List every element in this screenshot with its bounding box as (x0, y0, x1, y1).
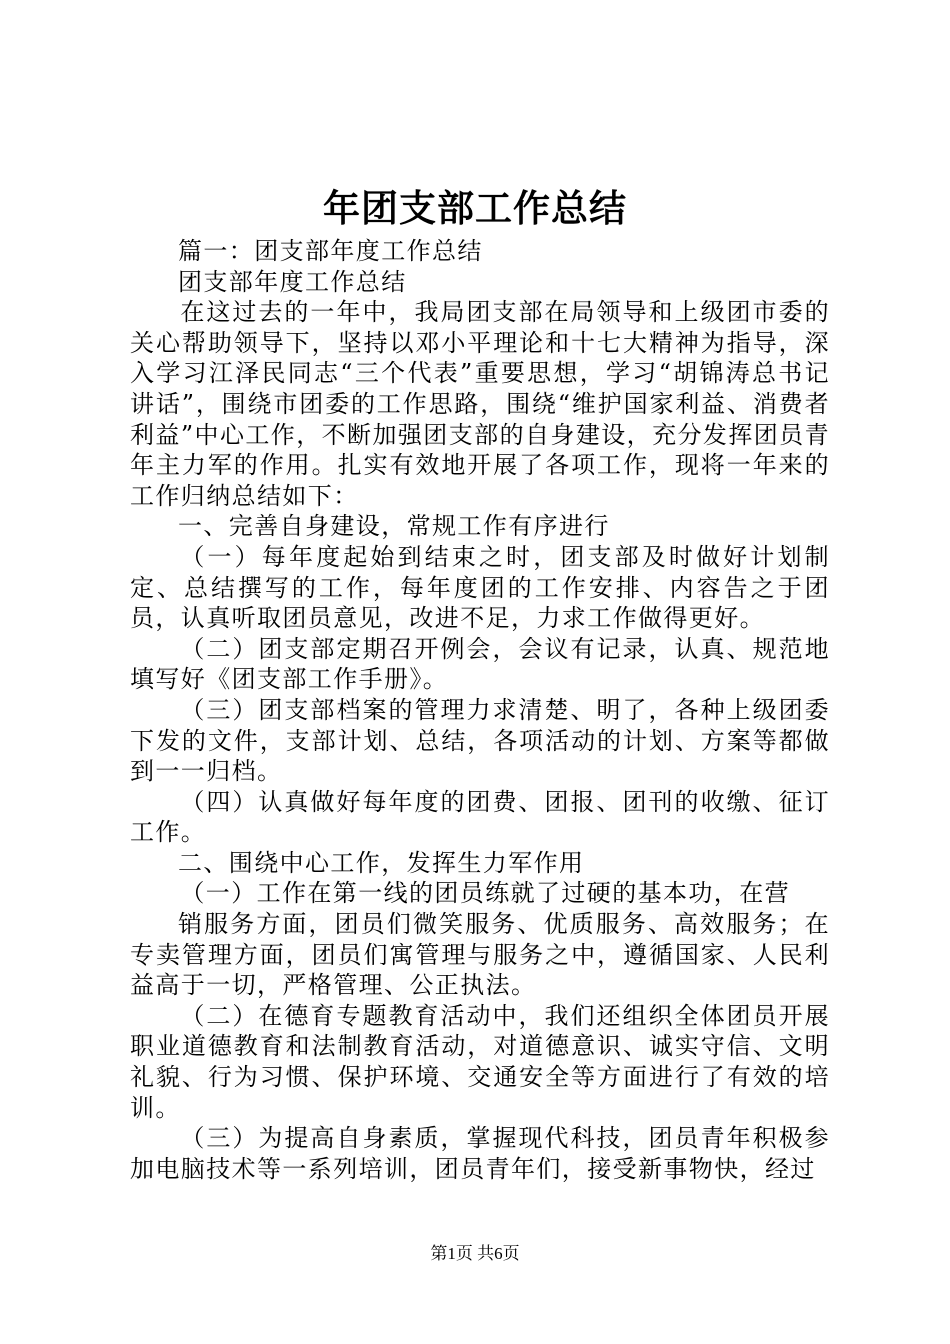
paragraph: （二）在德育专题教育活动中，我们还组织全体团员开展职业道德教育和法制教育活动，对道德意识、诚实守信、文明礼貌、行为习惯、保护环境、交通安全等方面进行了有效的培训。 (130, 1001, 830, 1122)
page-number-footer: 第1页 共6页 (430, 1244, 520, 1263)
subtitle: 团支部年度工作总结 (178, 267, 407, 296)
document-body (130, 236, 830, 1184)
paragraph: （一）每年度起始到结束之时，团支部及时做好计划制定、总结撰写的工作，每年度团的工作安排、内容告之于团员，认真听取团员意见，改进不足，力求工作做得更好。 (130, 542, 830, 633)
paragraph: （一）工作在第一线的团员练就了过硬的基本功，在营 (180, 879, 790, 908)
paragraph: （三）团支部档案的管理力求清楚、明了，各种上级团委下发的文件，支部计划、总结，各项活动的计划、方案等都做到一一归档。 (130, 695, 830, 786)
document-title: 年团支部工作总结 (323, 186, 627, 230)
paragraph: （三）为提高自身素质，掌握现代科技，团员青年积极参加电脑技术等一系列培训，团员青年们，接受新事物快，经过 (130, 1124, 830, 1183)
paragraph: （四）认真做好每年度的团费、团报、团刊的收缴、征订工作。 (130, 787, 830, 847)
section-heading: 篇一：团支部年度工作总结 (178, 237, 483, 265)
section-heading: 二、围绕中心工作，发挥生力军作用 (178, 848, 585, 877)
paragraph: 销服务方面，团员们微笑服务、优质服务、高效服务；在专卖管理方面，团员们寓管理与服务之中，遵循国家、人民利益高于一切，严格管理、公正执法。 (130, 910, 830, 1000)
paragraph: 在这过去的一年中，我局团支部在局领导和上级团市委的关心帮助领导下，坚持以邓小平理论和十七大精神为指导，深入学习江泽民同志“三个代表”重要思想，学习“胡锦涛总书记讲话”，围绕市团委的工作思路，围绕“维护国家利益、消费者利益”中心工作，不断加强团支部的自身建设，充分发挥团员青年主力军的作用。扎实有效地开展了各项工作，现将一年来的工作归纳总结如下： (130, 298, 830, 510)
paragraph: （二）团支部定期召开例会，会议有记录，认真、规范地填写好《团支部工作手册》。 (130, 634, 830, 694)
section-heading: 一、完善自身建设，常规工作有序进行 (178, 512, 610, 541)
